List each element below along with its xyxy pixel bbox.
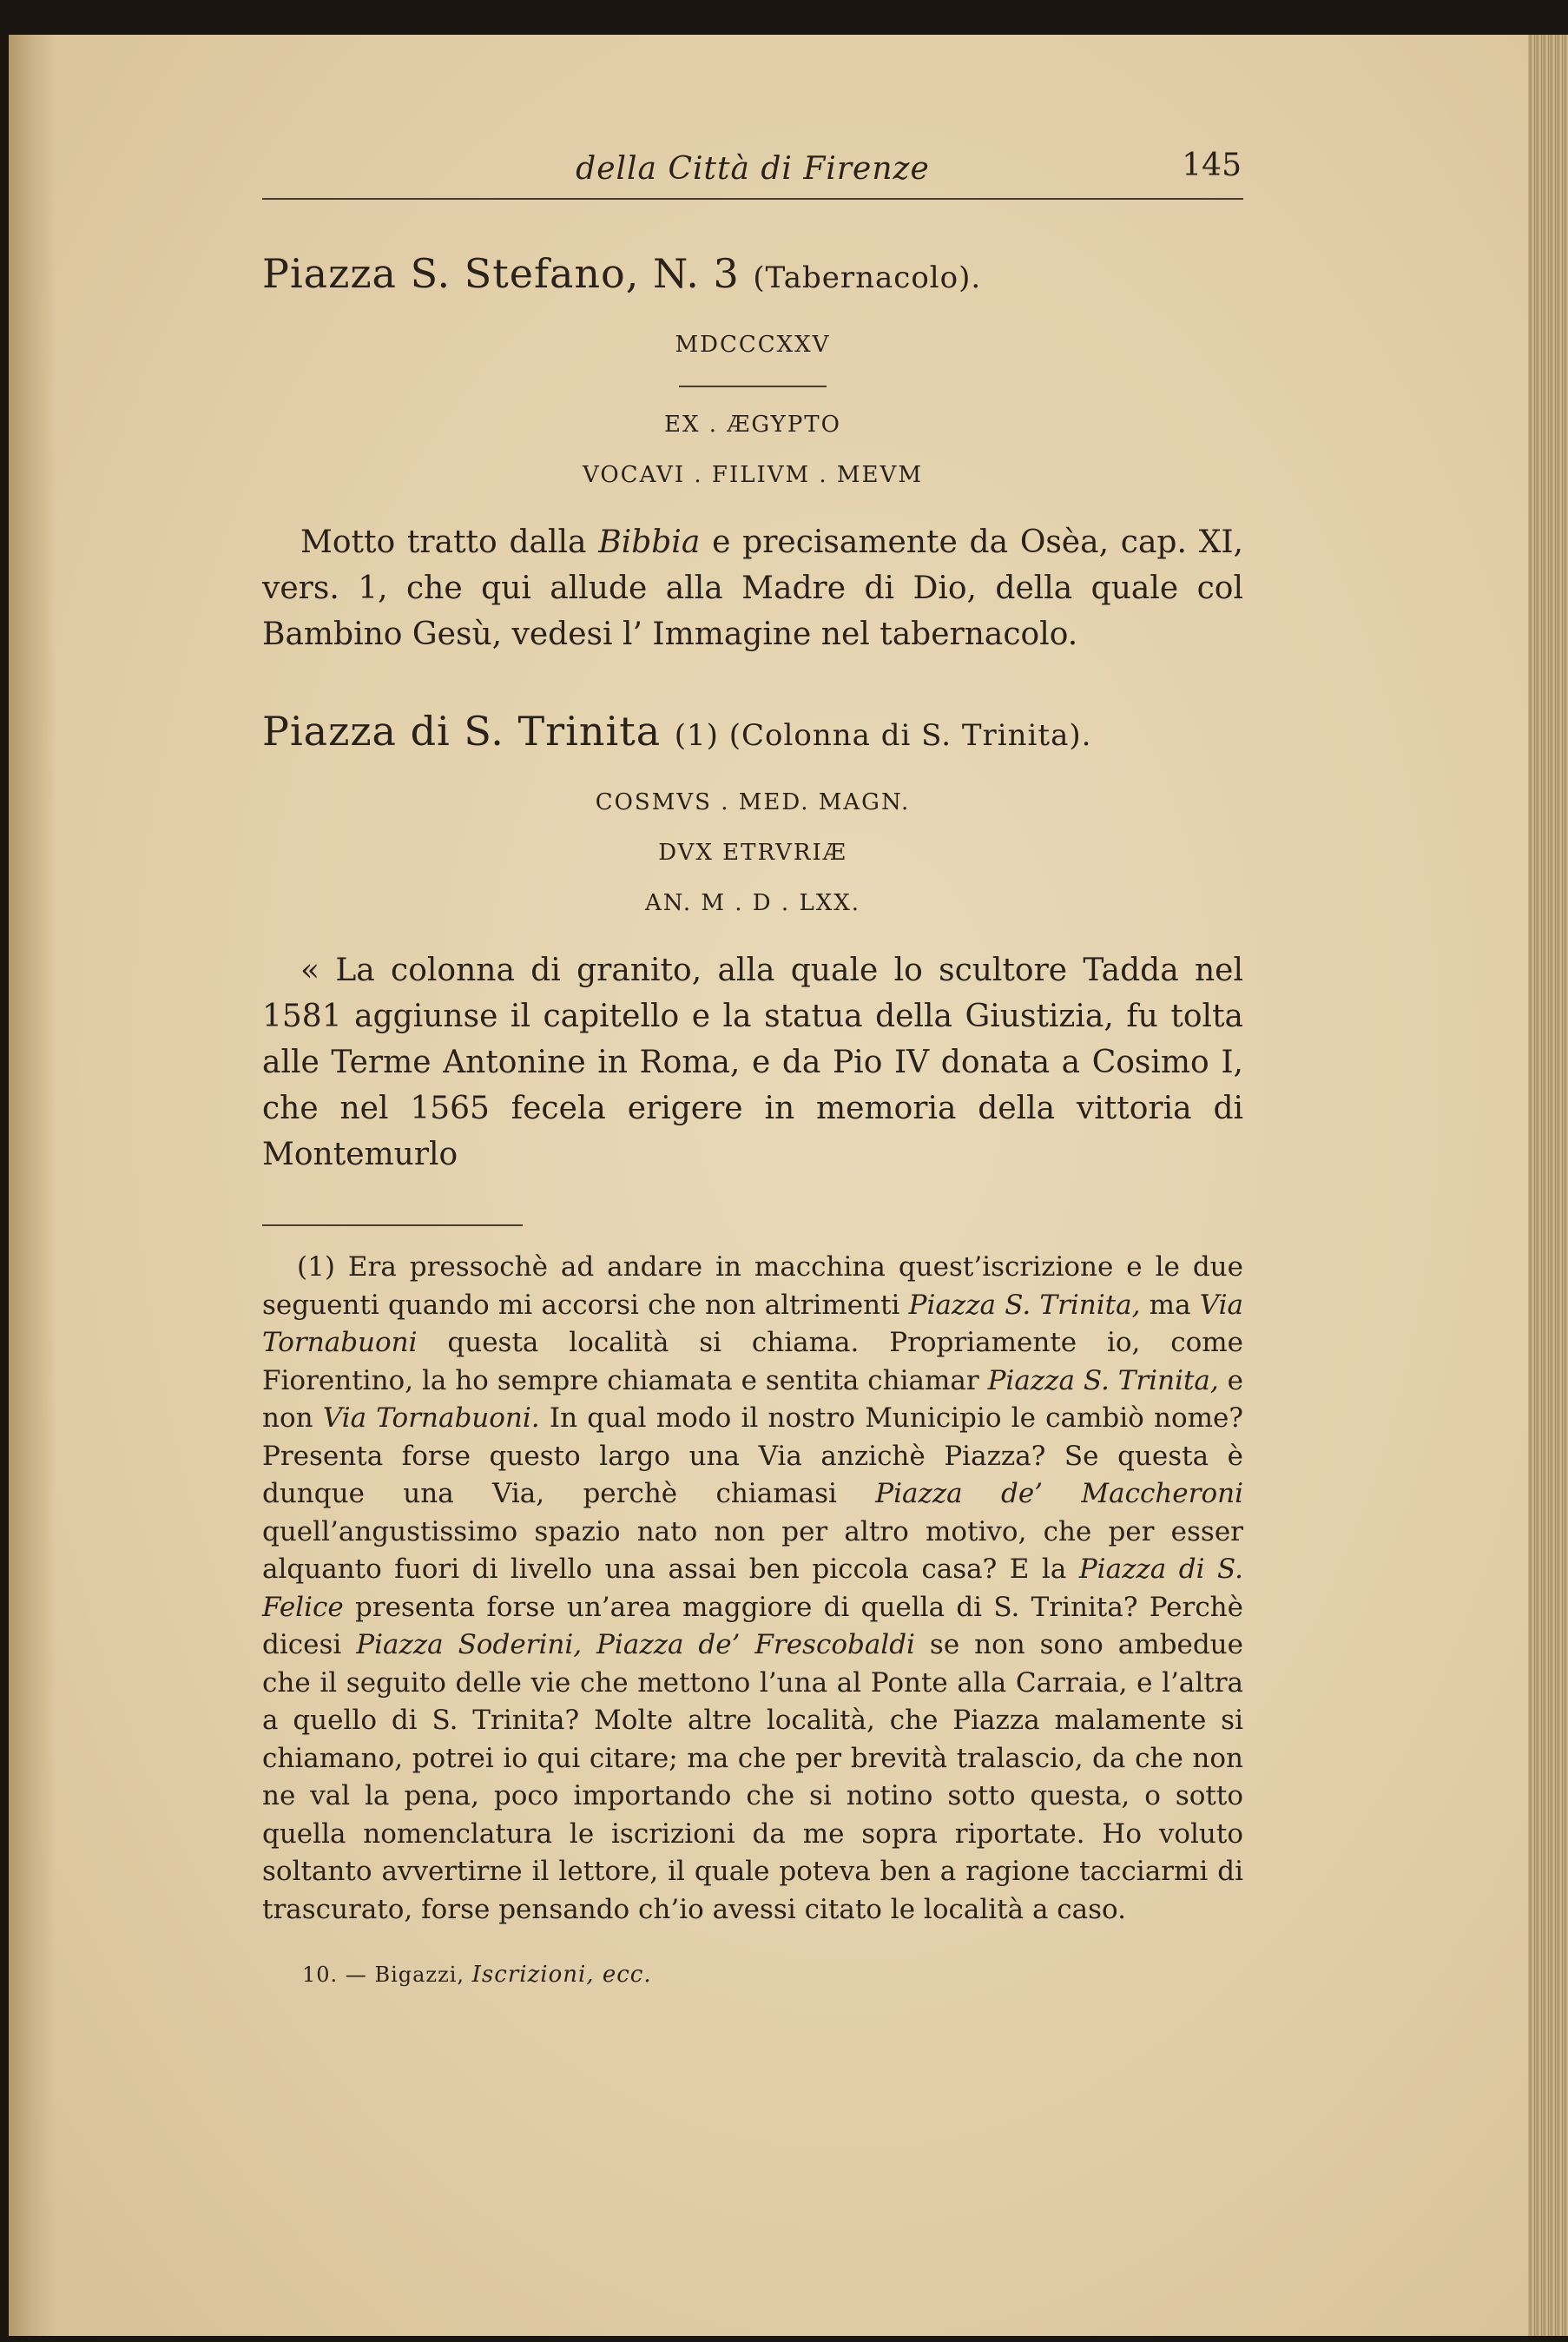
inscription-santo-stefano xyxy=(262,320,1243,500)
text-run: In qual modo il nostro Municipio le cambiò nome? Presenta forse questo largo una Via anzichè Piazza? Se questa è dunque una Via, perchè chiamasi xyxy=(262,1402,1244,1509)
heading-note: (1) (Colonna di S. Trinita). xyxy=(674,718,1092,753)
heading-text: Piazza di S. Trinita xyxy=(262,708,662,755)
page-header xyxy=(262,139,1243,189)
text-run-italic: Via Tornabuoni. xyxy=(322,1402,540,1434)
footnote-separator xyxy=(262,1224,523,1226)
text-run: se non sono ambedue che il seguito delle vie che mettono l’una al Ponte alla Carraia, e l’altra a quello di S. Trinita? Molte altre località, che Piazza malamente si chiamano, potrei io qui citare; ma che per brevità tralascio, da che non ne val la pena, poco importando che si notino sotto questa, o sotto quella nomenclatura le iscrizioni da me sopra riportate. Ho voluto soltanto avvertirne il lettore, il quale poteva ben a ragione tacciarmi di trascurato, forse pensando ch’io avessi citato le località a caso. xyxy=(262,1629,1243,1925)
page-content xyxy=(262,139,1243,1988)
text-run: questa località si chiama. Propriamente io, come Fiorentino, la ho sempre chiamata e sentita chiamar xyxy=(262,1327,1243,1396)
footnote-1 xyxy=(262,1249,1243,1929)
page-gutter xyxy=(9,35,56,2336)
signature-mark xyxy=(302,1962,1243,1988)
heading-note: (Tabernacolo). xyxy=(753,261,982,295)
inscription-rule xyxy=(679,386,827,387)
inscription-santa-trinita xyxy=(262,777,1243,928)
signature-number: 10. — xyxy=(302,1963,367,1987)
text-run: (1) Era pressochè ad andare in macchina quest’iscrizione e le due seguenti quando mi accorsi che non altrimenti xyxy=(262,1251,1243,1321)
text-run: e non xyxy=(262,1364,1243,1434)
signature-author: Bigazzi, xyxy=(374,1963,465,1987)
text-run: presenta forse un’area maggiore di quella di S. Trinita? Perchè dicesi xyxy=(262,1591,1243,1660)
page-edges xyxy=(1528,35,1568,2336)
signature-title: Iscrizioni, ecc. xyxy=(471,1962,652,1988)
inscription-line: EX . ÆGYPTO xyxy=(664,412,841,438)
inscription-line: MDCCCXXV xyxy=(675,332,831,358)
text-run: ma xyxy=(1140,1289,1200,1321)
page-number: 145 xyxy=(1182,148,1242,183)
inscription-line: VOCAVI . FILIVM . MEVM xyxy=(583,462,923,488)
text-run-italic: Piazza de’ Maccheroni xyxy=(875,1478,1243,1509)
text-run-italic: Via Tornabuoni xyxy=(262,1289,1243,1358)
text-run: Motto tratto dalla xyxy=(300,524,599,560)
text-run-italic: Bibbia xyxy=(598,524,701,560)
running-title: della Città di Firenze xyxy=(576,151,930,187)
header-rule xyxy=(262,198,1243,200)
text-run-italic: Piazza Soderini, Piazza de’ Frescobaldi xyxy=(356,1629,915,1660)
inscription-line: AN. M . D . LXX. xyxy=(645,890,860,916)
inscription-line: COSMVS . MED. MAGN. xyxy=(595,789,911,815)
section-heading-santo-stefano xyxy=(262,250,1243,297)
inscription-line: DVX ETRVRIÆ xyxy=(658,840,847,866)
text-run: e precisamente da Osèa, cap. XI, vers. 1, che qui allude alla Madre di Dio, della quale col Bambino Gesù, vedesi l’ Immagine nel tabernacolo. xyxy=(262,524,1243,652)
paragraph-motto xyxy=(262,519,1243,657)
paragraph-colonna: « La colonna di granito, alla quale lo scultore Tadda nel 1581 aggiunse il capitello e la statua della Giustizia, fu tolta alle Terme Antonine in Roma, e da Pio IV donata a Cosimo I, che nel 1565 fecela erigere in memoria della vittoria di Montemurlo xyxy=(262,953,1243,1172)
text-run: quell’angustissimo spazio nato non per altro motivo, che per esser alquanto fuori di livello una assai ben piccola casa? E la xyxy=(262,1515,1243,1585)
text-run-italic: Piazza S. Trinita, xyxy=(987,1364,1219,1396)
text-run-italic: Piazza di S. Felice xyxy=(262,1554,1243,1623)
section-heading-santa-trinita xyxy=(262,708,1243,755)
heading-text: Piazza S. Stefano, N. 3 xyxy=(262,250,740,297)
text-run-italic: Piazza S. Trinita, xyxy=(908,1289,1141,1321)
